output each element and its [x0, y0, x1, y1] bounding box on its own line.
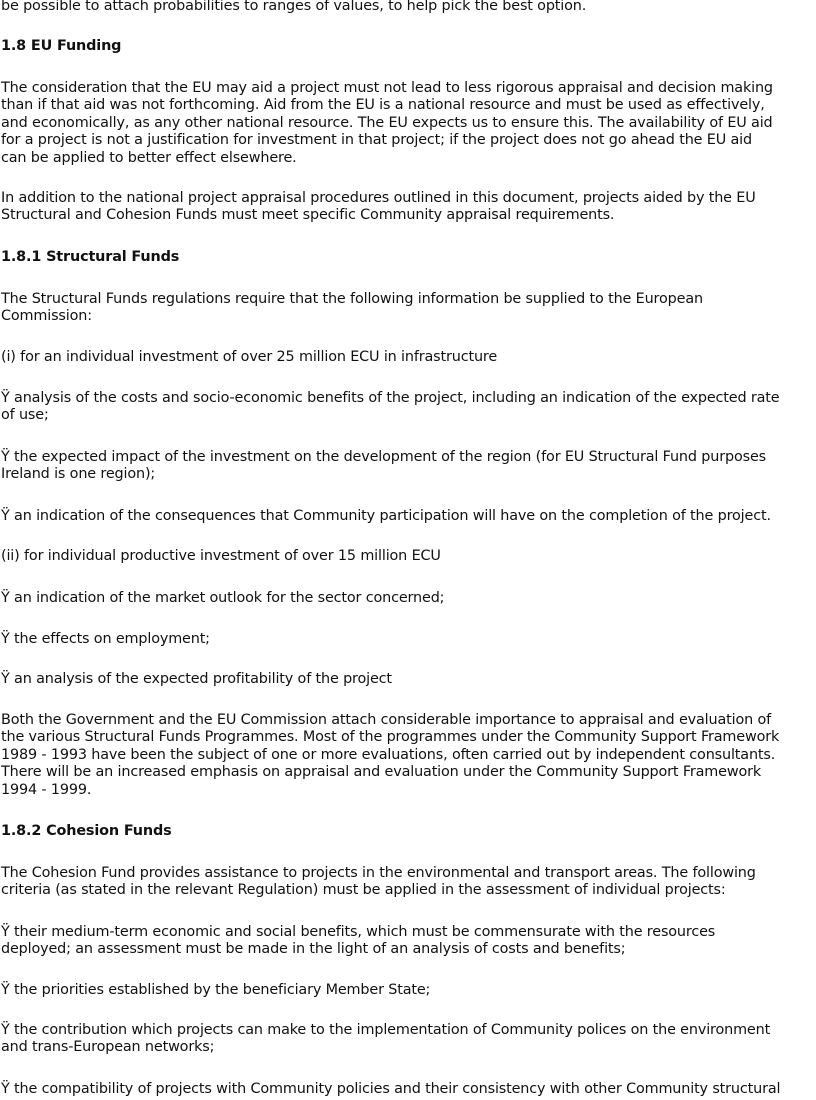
text-line: Structural and Cohesion Funds must meet specific Community appraisal requirements.	[1, 207, 615, 224]
text-line: In addition to the national project appraisal procedures outlined in this document, projects aided by the EU	[1, 190, 756, 206]
heading-1-8: 1.8 EU Funding	[1, 38, 122, 54]
text-line: criteria (as stated in the relevant Regulation) must be applied in the assessment of individual projects:	[1, 882, 726, 899]
text-line: The Structural Funds regulations require that the following information be supplied to the European	[1, 291, 703, 307]
text-line: (ii) for individual productive investment of over 15 million ECU	[1, 548, 441, 564]
bullet-item	[1, 390, 816, 425]
bullet-item	[1, 1022, 816, 1057]
text-line: than if that aid was not forthcoming. Aid from the EU is a national resource and must be used as effectively,	[1, 97, 765, 114]
text-line: Ÿ the contribution which projects can make to the implementation of Community polices on the environment	[1, 1022, 771, 1038]
item-i	[1, 349, 816, 366]
text-line: Ireland is one region);	[1, 466, 156, 483]
cohesion-funds-intro	[1, 865, 816, 900]
bullet-item	[1, 590, 816, 607]
text-line: can be applied to better effect elsewhere.	[1, 149, 297, 166]
text-line: and economically, as any other national resource. The EU expects us to ensure this. The availability of EU aid	[1, 114, 773, 131]
structural-funds-closing	[1, 712, 816, 799]
bullet-item	[1, 982, 816, 999]
text-line: 1989 - 1993 have been the subject of one or more evaluations, often carried out by independent consultants.	[1, 746, 776, 763]
text-line: The consideration that the EU may aid a project must not lead to less rigorous appraisal and decision making	[1, 80, 773, 96]
text-line: Ÿ the compatibility of projects with Community policies and their consistency with other Community structural	[1, 1081, 781, 1097]
text-line: Ÿ their medium-term economic and social benefits, which must be commensurate with the resources	[1, 924, 716, 940]
bullet-item	[1, 449, 816, 484]
text-line: Ÿ analysis of the costs and socio-economic benefits of the project, including an indication of the expected rate	[1, 390, 780, 406]
heading-1-8-2: 1.8.2 Cohesion Funds	[1, 823, 172, 839]
text-line: Ÿ the expected impact of the investment on the development of the region (for EU Structural Fund purposes	[1, 449, 766, 465]
text-line: deployed; an assessment must be made in the light of an analysis of costs and benefits;	[1, 941, 626, 958]
item-ii	[1, 548, 816, 565]
text-line: Ÿ the effects on employment;	[1, 631, 210, 647]
text-line: (i) for an individual investment of over 25 million ECU in infrastructure	[1, 349, 498, 365]
eu-funding-paragraph-2	[1, 190, 816, 225]
text-line: the various Structural Funds Programmes. Most of the programmes under the Community Support Framework	[1, 729, 780, 746]
bullet-item	[1, 671, 816, 688]
text-line: Ÿ an indication of the market outlook for the sector concerned;	[1, 590, 445, 606]
text-line: be possible to attach probabilities to ranges of values, to help pick the best option.	[1, 0, 587, 14]
text-line: and trans-European networks;	[1, 1039, 215, 1056]
text-line: There will be an increased emphasis on appraisal and evaluation under the Community Support Framework	[1, 764, 762, 781]
heading-1-8-1: 1.8.1 Structural Funds	[1, 249, 180, 265]
intro-tail-text	[1, 0, 816, 15]
text-line: Ÿ the priorities established by the beneficiary Member State;	[1, 982, 431, 998]
eu-funding-paragraph-1	[1, 80, 816, 167]
text-line: The Cohesion Fund provides assistance to projects in the environmental and transport areas. The following	[1, 865, 756, 881]
text-line: 1994 - 1999.	[1, 781, 92, 798]
structural-funds-intro	[1, 291, 816, 326]
text-line: Commission:	[1, 308, 92, 325]
text-line: of use;	[1, 407, 49, 424]
text-line: for a project is not a justification for investment in that project; if the project does not go ahead the EU aid	[1, 132, 752, 149]
bullet-item	[1, 924, 816, 959]
text-line: Ÿ an indication of the consequences that Community participation will have on the completion of the project.	[1, 508, 771, 524]
text-line: Both the Government and the EU Commission attach considerable importance to appraisal and evaluation of	[1, 712, 772, 728]
bullet-item	[1, 508, 816, 525]
bullet-item	[1, 631, 816, 648]
text-line: Ÿ an analysis of the expected profitability of the project	[1, 671, 392, 687]
bullet-item	[1, 1081, 816, 1098]
